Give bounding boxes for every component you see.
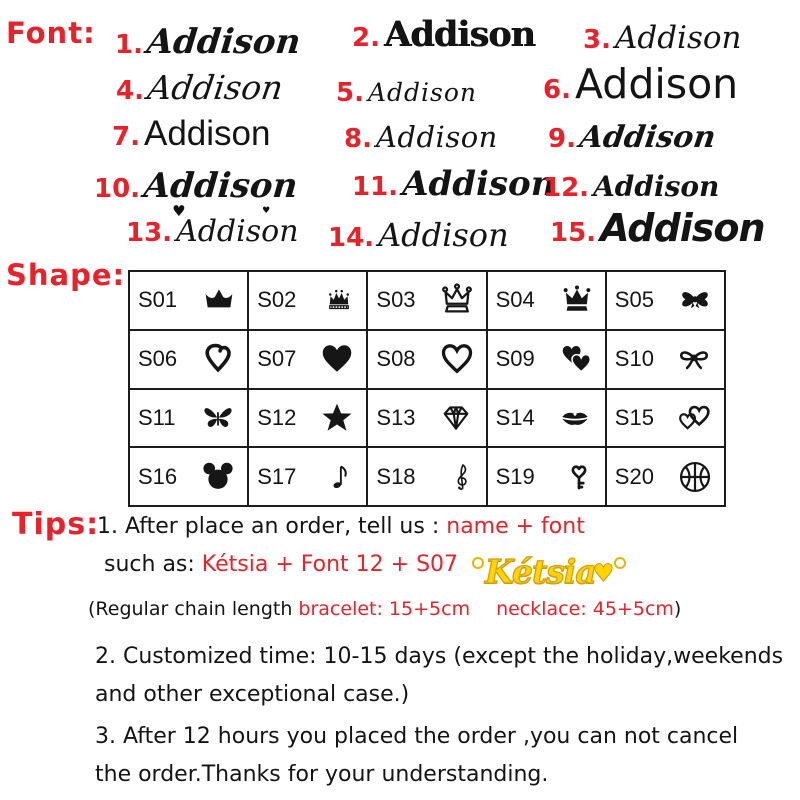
tips-section-label: Tips: [12,507,100,542]
tip-1-line-2 [104,552,626,591]
font-sample-text-10: Addison [142,166,300,206]
font-sample-5 [336,78,477,108]
font-sample-14 [328,216,509,254]
pendant-name-text: Kétsia [485,552,596,591]
chain-note-open: (Regular chain length [88,598,299,620]
heart-accent-icon: ♥ [262,206,271,216]
shape-cell-s19 [488,448,607,507]
shape-code-s16: S16 [138,463,178,489]
such-as-label: such as: [104,552,202,577]
font-number-12: 12. [543,173,590,203]
tip-3-line-2: the order.Thanks for your understanding. [95,762,549,787]
font-sample-text-2: Addison [383,14,535,55]
font-section-label: Font: [6,16,96,50]
font-number-6: 6. [543,75,571,105]
font-sample-7 [112,114,270,154]
tip-3-line-1: 3. After 12 hours you placed the order ,you can not cancel [95,724,739,749]
font-number-3: 3. [583,25,611,55]
font-sample-3 [583,20,742,56]
shape-cell-s17 [249,448,368,507]
font-number-13: 13. [126,218,173,248]
crown-spiky-icon [322,285,356,315]
font-sample-text-15: Addison [600,206,765,250]
heart-accent-icon: ♥ [172,202,186,220]
heart-open-icon [199,341,237,377]
font-number-8: 8. [344,124,372,154]
font-sample-text-7: Addison [143,114,271,153]
shape-code-s08: S08 [376,346,416,372]
shape-table [128,270,726,507]
font-sample-13 [126,202,299,249]
bow-filled-icon [676,284,714,316]
shape-code-s07: S07 [257,346,297,372]
shape-cell-s08 [368,331,487,390]
shape-cell-s05 [607,272,726,331]
shape-cell-s11 [130,390,249,449]
heart-filled-icon [318,341,356,377]
font-sample-9 [548,120,718,155]
star-icon [318,400,356,436]
crown-filled-icon [201,284,237,316]
shape-code-s10: S10 [614,346,654,372]
shape-code-s11: S11 [138,404,176,430]
shape-code-s12: S12 [257,404,297,430]
font-number-7: 7. [112,122,140,152]
double-hearts-outline-icon [674,401,714,435]
shape-cell-s07 [249,331,368,390]
shape-code-s02: S02 [257,287,297,313]
shape-code-s13: S13 [376,404,416,430]
shape-cell-s12 [249,390,368,449]
font-sample-4 [116,68,286,107]
gold-name-pendant-image [472,552,626,591]
butterfly-icon [199,401,237,435]
heart-outline-icon [438,341,476,377]
font-number-1: 1. [115,30,143,60]
eighth-note-icon [326,458,356,496]
font-sample-text-13-name: Addison [176,214,299,249]
shape-code-s15: S15 [614,404,654,430]
font-sample-text-5: Addison [367,78,478,107]
shape-code-s17: S17 [257,463,297,489]
shape-cell-s18 [368,448,487,507]
font-number-9: 9. [548,124,576,154]
font-sample-15 [550,206,765,250]
tip-1-red-text: name + font [446,514,585,539]
example-order-text: Kétsia + Font 12 + S07 [201,552,459,577]
pendant-heart-icon: ♥ [592,558,614,587]
font-number-5: 5. [336,78,364,108]
font-sample-text-4: Addison [145,68,286,107]
shape-cell-s02 [249,272,368,331]
shape-cell-s14 [488,390,607,449]
shape-cell-s15 [607,390,726,449]
font-sample-12 [543,170,719,203]
shape-cell-s13 [368,390,487,449]
font-number-2: 2. [352,23,380,53]
font-sample-text-1: Addison [144,22,303,62]
bracelet-length: bracelet: 15+5cm [298,598,471,620]
font-sample-8 [344,120,498,154]
shape-code-s03: S03 [376,287,416,313]
tip-2-line-1: 2. Customized time: 10-15 days (except the holiday,weekends [95,644,784,669]
font-sample-text-11: Addison [402,164,556,204]
font-sample-text-13 [172,202,299,249]
tip-2-line-2: and other exceptional case.) [95,682,410,707]
necklace-length: necklace: 45+5cm [496,598,674,620]
shape-cell-s20 [607,448,726,507]
shape-cell-s09 [488,331,607,390]
shape-section-label: Shape: [6,258,126,292]
double-hearts-filled-icon [557,342,595,376]
font-number-14: 14. [328,223,375,253]
shape-code-s06: S06 [138,346,178,372]
font-sample-text-8: Addison [375,120,498,154]
font-sample-text-12: Addison [593,170,720,203]
shape-cell-s06 [130,331,249,390]
font-sample-1 [115,22,303,62]
shape-cell-s04 [488,272,607,331]
font-sample-10 [94,166,300,206]
font-number-15: 15. [550,218,597,248]
ribbon-bow-outline-icon [674,342,714,376]
treble-clef-icon [448,457,476,497]
basketball-icon [676,458,714,496]
shape-code-s09: S09 [495,346,535,372]
lips-icon [555,402,595,434]
shape-cell-s01 [130,272,249,331]
shape-code-s04: S04 [495,287,535,313]
shape-code-s19: S19 [495,463,535,489]
font-sample-6 [543,60,738,108]
mickey-head-icon [199,460,237,494]
font-sample-11 [352,164,555,204]
heart-key-icon [563,458,595,496]
crown-queen-filled-icon [559,283,595,317]
shape-cell-s16 [130,448,249,507]
shape-code-s01: S01 [138,287,178,313]
shape-cell-s03 [368,272,487,331]
font-sample-text-6: Addison [574,60,739,108]
font-sample-text-14: Addison [378,216,509,254]
font-number-10: 10. [94,174,141,204]
font-number-4: 4. [116,76,144,106]
tip-1-black-text: 1. After place an order, tell us : [97,514,447,539]
font-sample-2 [352,14,535,55]
font-sample-text-9: Addison [577,120,718,155]
chain-note-close: ) [673,598,682,620]
chain-length-note [88,598,681,620]
font-sample-text-3: Addison [614,20,742,56]
shape-code-s05: S05 [614,287,654,313]
font-number-11: 11. [352,172,399,202]
shape-code-s20: S20 [614,463,654,489]
diamond-gem-icon [436,401,476,435]
shape-code-s14: S14 [495,404,535,430]
shape-cell-s10 [607,331,726,390]
shape-code-s18: S18 [376,463,416,489]
crown-queen-outline-icon [438,282,476,318]
tip-1-line-1 [97,514,585,539]
